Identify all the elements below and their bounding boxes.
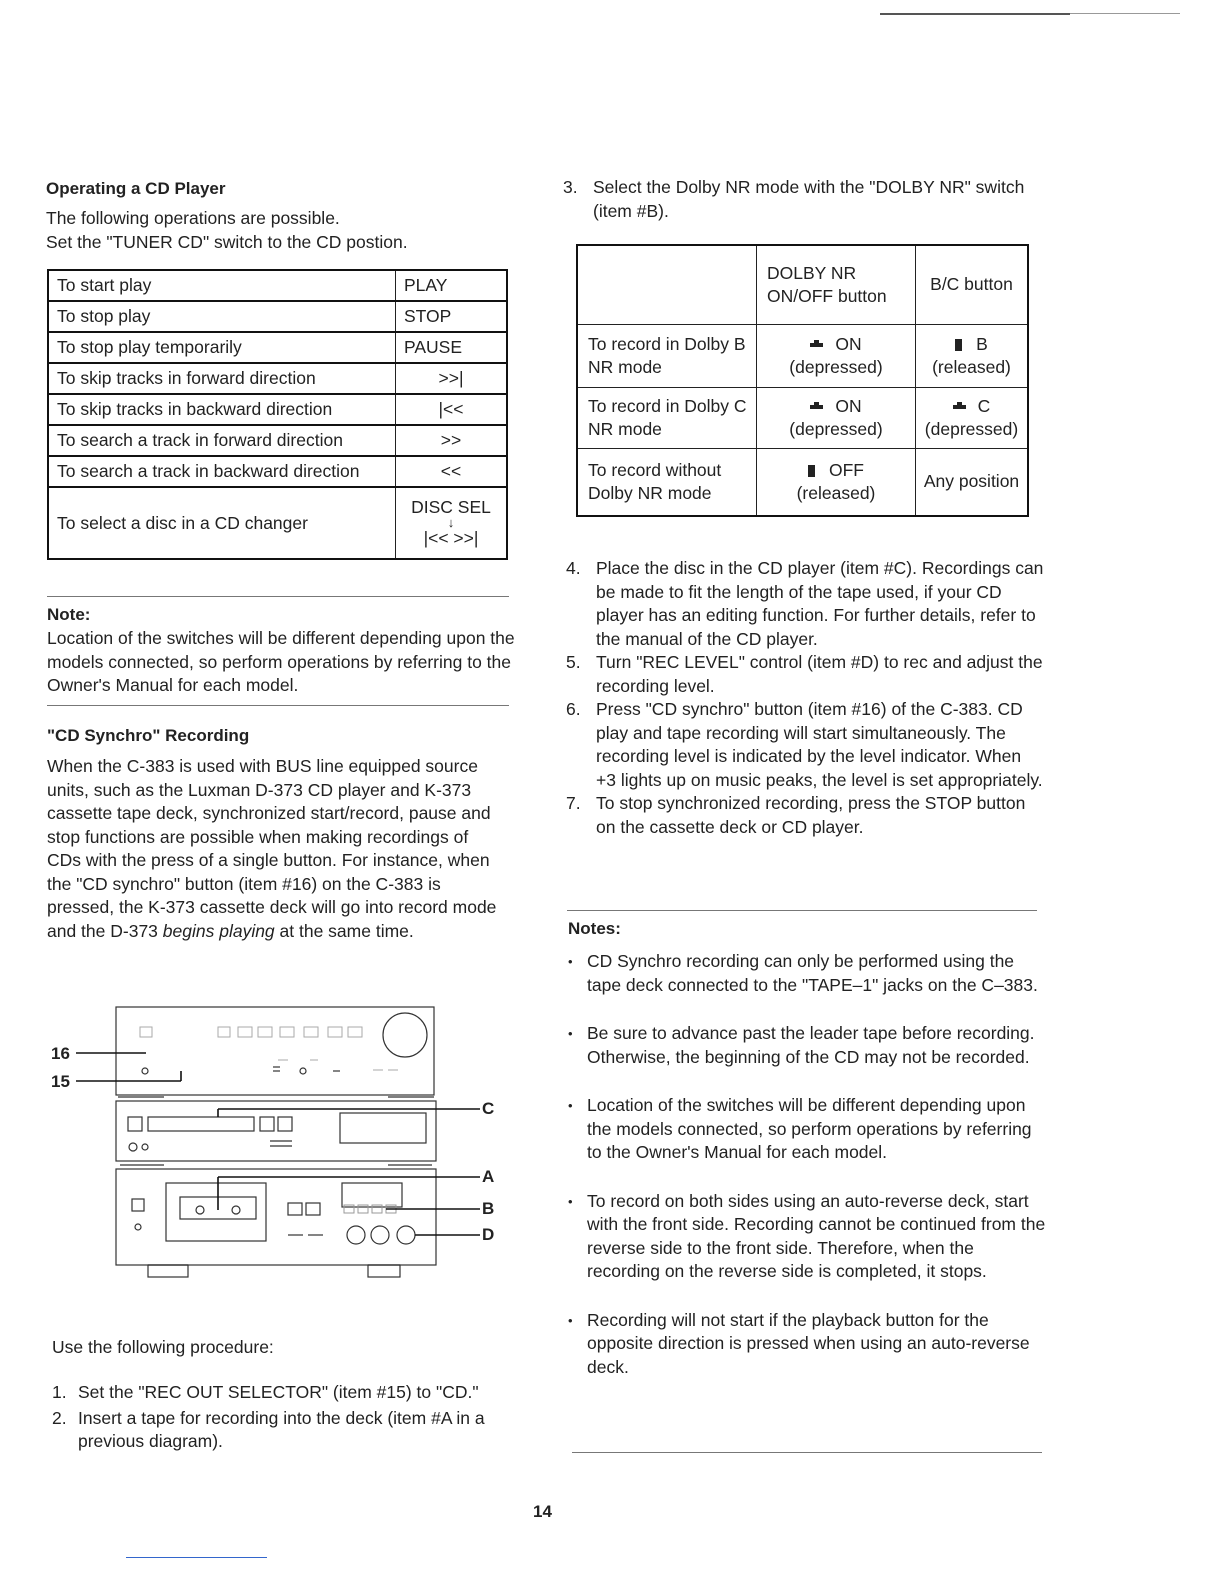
list-item: • CD Synchro recording can only be performed using the tape deck connected to the "TAPE–1" jacks on the C–383. — [566, 950, 1048, 997]
mode-cell: To record in Dolby B NR mode — [577, 324, 757, 387]
table-row — [577, 387, 1028, 448]
op-action: To select a disc in a CD changer — [48, 487, 396, 559]
list-item: • To record on both sides using an auto-reverse deck, start with the front side. Recording cannot be continued from the reverse side to the front side. Therefore, when the recording on the reverse side is completed, it stops. — [566, 1190, 1048, 1284]
notes-top-rule — [567, 910, 1037, 911]
table-row — [48, 332, 507, 363]
top-rule — [880, 13, 1180, 14]
list-item: • Location of the switches will be different depending upon the models connected, so perform operations by referring to the Owner's Manual for each model. — [566, 1094, 1048, 1165]
cd-operations-table — [47, 269, 508, 560]
step-text: Set the "REC OUT SELECTOR" (item #15) to "CD." — [78, 1382, 479, 1402]
header-bc-button: B/C button — [916, 245, 1029, 324]
header-dolby-nr: DOLBY NR ON/OFF button — [757, 245, 916, 324]
step-text: Insert a tape for recording into the deck (item #A in a previous diagram). — [78, 1407, 485, 1451]
volume-knob-icon — [383, 1013, 427, 1057]
step-text: Select the Dolby NR mode with the "DOLBY NR" switch (item #B). — [593, 177, 1025, 221]
step-text: Turn "REC LEVEL" control (item #D) to rec and adjust the recording level. — [596, 652, 1043, 696]
dolby-cell: ON (depressed) — [757, 387, 916, 448]
list-item — [52, 1407, 522, 1454]
note-heading: Note: — [47, 605, 91, 624]
dolby-cell: ON (depressed) — [757, 324, 916, 387]
released-switch-icon — [955, 339, 962, 351]
list-item — [563, 176, 1043, 223]
down-arrow-icon: ↓ — [447, 515, 455, 530]
step-number: 1. — [52, 1382, 67, 1402]
page-number: 14 — [533, 1502, 552, 1521]
list-item — [52, 1381, 522, 1405]
list-item: • Be sure to advance past the leader tape before recording. Otherwise, the beginning of the CD may not be recorded. — [566, 1022, 1048, 1069]
step-number: 3. — [563, 177, 578, 197]
op-key: PAUSE — [396, 332, 508, 363]
bc-cell: B (released) — [916, 324, 1029, 387]
depressed-switch-icon — [810, 405, 823, 409]
op-action: To skip tracks in forward direction — [48, 363, 396, 394]
dolby-nr-table — [576, 244, 1029, 517]
op-key: PLAY — [396, 270, 508, 301]
op-action: To stop play — [48, 301, 396, 332]
step-number: 6. — [566, 699, 581, 719]
op-key: |<< — [396, 394, 508, 425]
op-action: To start play — [48, 270, 396, 301]
list-item: • Recording will not start if the playback button for the opposite direction is pressed when using an auto-reverse deck. — [566, 1309, 1048, 1380]
cd-player-heading: Operating a CD Player — [46, 179, 226, 198]
step-3 — [563, 176, 1043, 223]
list-item — [566, 792, 1044, 839]
sync-text-italic: begins playing — [162, 920, 275, 941]
list-item — [566, 651, 1044, 698]
note-bottom-rule — [47, 705, 509, 706]
note-text: Location of the switches will be different depending upon the models connected, so perform operations by referring to the Owner's Manual for each model. — [47, 628, 515, 695]
label-c: C — [482, 1099, 495, 1118]
op-key — [396, 487, 508, 559]
disc-sel-label: DISC SEL — [411, 497, 491, 517]
step-text: Press "CD synchro" button (item #16) of the C-383. CD play and tape recording will start simultaneously. The recording level is indicated by the level indicator. When +3 lights up on music peaks, the level is set appropriately. — [596, 699, 1043, 790]
table-row — [48, 487, 507, 559]
note-top-rule — [47, 596, 509, 597]
depressed-switch-icon — [953, 405, 966, 409]
step-number: 5. — [566, 652, 581, 672]
op-key: << — [396, 456, 508, 487]
table-row — [48, 301, 507, 332]
op-key: STOP — [396, 301, 508, 332]
equipment-diagram — [48, 1005, 518, 1295]
mode-cell: To record in Dolby C NR mode — [577, 387, 757, 448]
cd-synchro-heading: "CD Synchro" Recording — [47, 726, 250, 745]
cd-synchro-text — [47, 755, 497, 943]
cd-intro-line-1: The following operations are possible. — [46, 208, 340, 228]
table-row — [577, 324, 1028, 387]
step-number: 7. — [566, 793, 581, 813]
op-key: >> — [396, 425, 508, 456]
op-action: To skip tracks in backward direction — [48, 394, 396, 425]
left-steps — [52, 1381, 522, 1454]
step-number: 2. — [52, 1407, 67, 1428]
cd-intro — [46, 207, 516, 254]
sync-text-part-b: at the same time. — [274, 920, 414, 941]
op-key: >>| — [396, 363, 508, 394]
label-16: 16 — [51, 1044, 70, 1063]
table-row — [48, 456, 507, 487]
dolby-cell: OFF (released) — [757, 448, 916, 516]
sync-text-part-a: When the C-383 is used with BUS line equipped source units, such as the Luxman D-373 CD player and K-373 cassette tape deck, synchronized start/record, pause and stop functions are possible when making recordings of CDs with the press of a single button. For instance, when the "CD synchro" button (item #16) on the C-383 is pressed, the K-373 cassette deck will go into record mode and the D-373 — [47, 756, 497, 941]
list-item — [566, 698, 1044, 792]
bottom-rule — [126, 1557, 267, 1558]
table-row — [577, 448, 1028, 516]
table-row — [48, 394, 507, 425]
procedure-intro: Use the following procedure: — [52, 1337, 274, 1357]
label-b: B — [482, 1199, 495, 1218]
label-d: D — [482, 1225, 495, 1244]
label-15: 15 — [51, 1072, 70, 1091]
op-action: To stop play temporarily — [48, 332, 396, 363]
cd-intro-line-2: Set the "TUNER CD" switch to the CD postion. — [46, 231, 408, 252]
step-text: To stop synchronized recording, press the STOP button on the cassette deck or CD player. — [596, 793, 1026, 837]
mode-cell: To record without Dolby NR mode — [577, 448, 757, 516]
notes-list — [566, 950, 1048, 1404]
amplifier-unit — [116, 1007, 434, 1095]
right-steps — [566, 557, 1044, 839]
disc-skip-keys: |<< >>| — [423, 528, 479, 548]
bc-cell: C (depressed) — [916, 387, 1029, 448]
table-header-row — [577, 245, 1028, 324]
label-a: A — [482, 1167, 495, 1186]
table-row — [48, 270, 507, 301]
list-item — [566, 557, 1044, 651]
op-action: To search a track in backward direction — [48, 456, 396, 487]
step-number: 4. — [566, 558, 581, 578]
table-row — [48, 363, 507, 394]
depressed-switch-icon — [810, 343, 823, 347]
notes-heading: Notes: — [568, 919, 621, 938]
step-text: Place the disc in the CD player (item #C). Recordings can be made to fit the length of the tape used, if your CD player has an editing function. For further details, refer to the manual of the CD player. — [596, 558, 1044, 649]
notes-bottom-rule — [572, 1452, 1042, 1453]
op-action: To search a track in forward direction — [48, 425, 396, 456]
bc-cell: Any position — [916, 448, 1029, 516]
released-switch-icon — [808, 465, 815, 477]
header-blank — [577, 245, 757, 324]
table-row — [48, 425, 507, 456]
